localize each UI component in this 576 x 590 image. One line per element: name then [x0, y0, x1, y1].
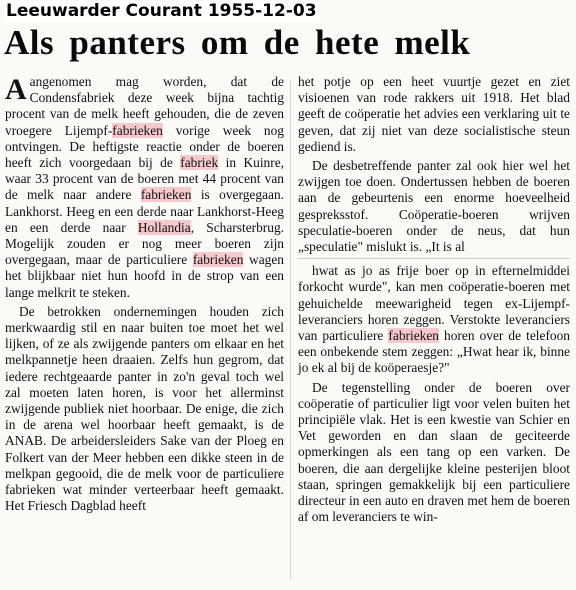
paragraph-text: horen over de telefoon een onbekende stem zeggen: „Hwat hear ik, binne jo ek al bij de koöperaesje?"	[298, 328, 571, 376]
highlighted-term: fabriek	[180, 155, 219, 171]
article-paragraph	[298, 263, 570, 376]
article-paragraph	[5, 74, 284, 301]
drop-cap: A	[5, 73, 27, 106]
paragraph-text: De betrokken ondernemingen houden zich merkwaardig stil en naar buiten toe moet het wel lijken, of ze als zwijgende panters om elkaar en het melkpannetje heen draaien. Zelfs hun gegrom, dat iedere rechtgeaarde panter in zo'n geval toch wel zal moeten laten horen, is voor het allerminst zwijgende publiek niet hoorbaar. De enige, die zich in de arena wel hoorbaar heeft gemaakt, is de ANAB. De arbeidersleiders Sake van der Ploeg en Folkert van der Meer hebben een dikke steen in de melkpan gegooid, die de melk voor de particuliere fabrieken wat minder verteerbaar heeft gemaakt. Het Friesch Dagblad heeft	[5, 303, 284, 514]
paragraph-text: De tegenstelling onder de boeren over coöperatie of particulier ligt voor velen buiten het principiële vlak. Het is een kwestie van Schier en Vet geworden en dan slaan de geciteerde opmerkingen als een tang op een varken. De boeren, die aan dergelijke kleine pesterijen bloot staan, springen gemakkelijk bij een particuliere directeur in een auto en draven met hem de boeren af om leveranciers te win-	[298, 379, 570, 525]
article-column-right	[298, 74, 570, 528]
highlighted-term: fabrieken	[112, 122, 163, 138]
paragraph-text: is overgegaan. Lankhorst. Heeg en een derde naar Lankhorst-Heeg en een derde naar	[5, 187, 284, 235]
paragraph-text: vorige week nog ontvingen. De heftigste reactie onder de boeren heeft zich voorgedaan bij de	[5, 122, 284, 171]
paragraph-text: in Kuinre, waar 33 procent van de boeren met 44 procent van de melk naar andere	[5, 155, 284, 203]
article-paragraph	[298, 158, 570, 255]
section-rule	[298, 258, 570, 259]
paragraph-text: , Scharsterbrug. Mogelijk zouden er nog meer boeren zijn overgegaan, maar de particuliere	[5, 219, 284, 268]
highlighted-term: fabrieken	[140, 187, 192, 203]
source-line: Leeuwarder Courant 1955-12-03	[6, 1, 317, 21]
headline: Als panters om de hete melk	[4, 23, 471, 62]
highlighted-term: fabrieken	[388, 328, 439, 344]
paragraph-text: wagen het blijkbaar niet hun hoofd in de strop van een lange melkrit te steken.	[5, 252, 284, 300]
paragraph-text: angenomen mag worden, dat de Condensfabriek deze week bijna tachtig procent van de melk heeft gehouden, die de zeven vroegere Lijempf-	[5, 74, 284, 138]
paragraph-text: hwat as jo as frije boer op in efternelmiddei forkocht wurde", kan men coöperatie-boeren met gehuichelde meewarigheid tegen ex-Lijempf-leveranciers horen zeggen. Verstokte leveranciers van particuliere	[298, 263, 570, 344]
highlighted-term: Hollandia	[137, 219, 191, 235]
column-divider	[290, 80, 291, 580]
article-paragraph	[298, 74, 570, 155]
article-paragraph	[5, 304, 284, 515]
paragraph-text: het potje op een heet vuurtje gezet en ziet visioenen van rode rakkers uit 1918. Het blad geeft de coöperatie het advies een verklaring uit te geven, dat zij niet van deze socialistische steun gediend is.	[298, 74, 570, 154]
paragraph-text: De desbetreffende panter zal ook hier wel het zwijgen toe doen. Ondertussen hebben de boeren aan de gebeurtenis een enorme hoeveelheid gespreksstof. Coöperatie-boeren wrijven speculatie-boeren onder de neus, dat hun „speculatie" mislukt is. „It is al	[298, 158, 570, 255]
article-paragraph	[298, 380, 570, 526]
highlighted-term: fabrieken	[192, 252, 244, 268]
article-column-left	[5, 74, 284, 517]
